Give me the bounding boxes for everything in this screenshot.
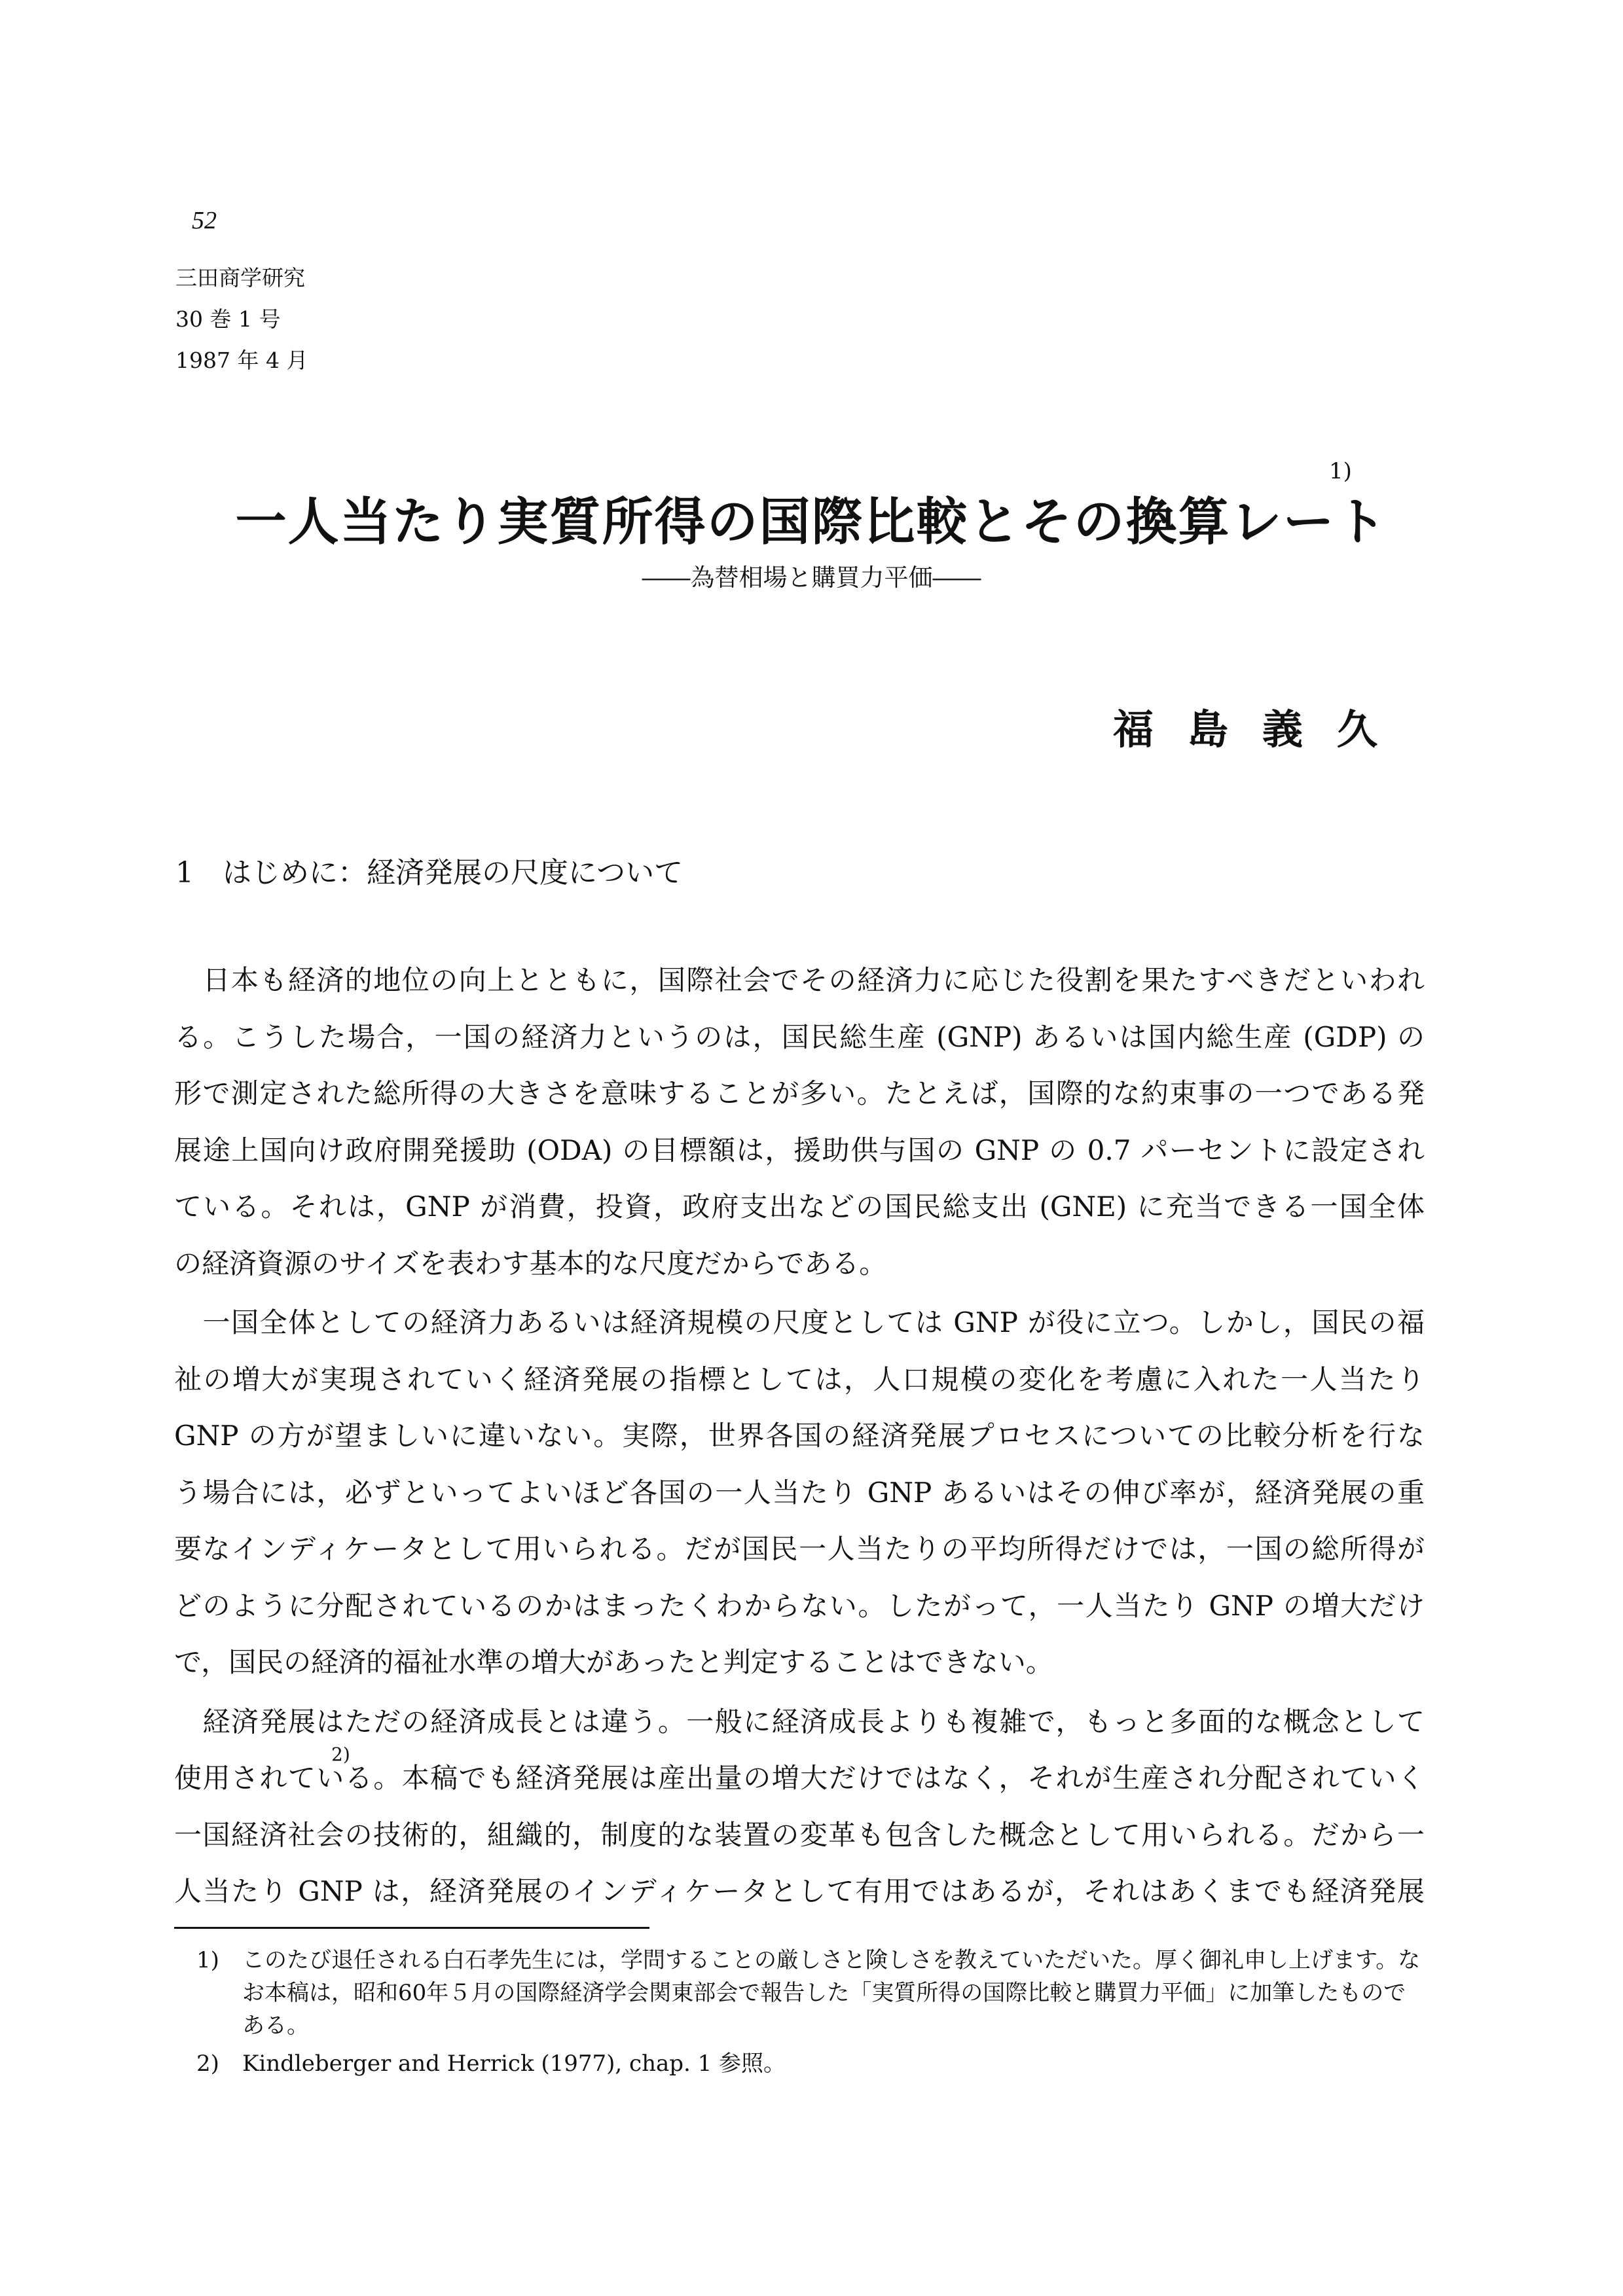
text-line: 使用されている。本稿でも経済発展は産出量の増大だけではなく，それが生産され分配されていく <box>174 1762 1425 1794</box>
footnote-item <box>196 1944 1427 2042</box>
text-line: 形で測定された総所得の大きさを意味することが多い。たとえば，国際的な約束事の一つである発 <box>174 1077 1425 1109</box>
text-line: 要なインディケータとして用いられる。だが国民一人当たりの平均所得だけでは，一国の総所得が <box>174 1533 1425 1565</box>
footnote-mark: 2) <box>196 2051 219 2077</box>
article-subtitle: ――為替相場と購買力平価―― <box>642 564 981 592</box>
paragraph <box>174 962 1425 1302</box>
text-line: 一国経済社会の技術的，組織的，制度的な装置の変革も包含した概念として用いられる。だから一 <box>174 1818 1425 1851</box>
text-line: 人当たり GNP は，経済発展のインディケータとして有用ではあるが，それはあくまでも経済発展 <box>174 1875 1425 1907</box>
section-number: 1 <box>175 856 194 889</box>
text-line: 経済発展はただの経済成長とは違う。一般に経済成長よりも複雑で，もっと多面的な概念として <box>174 1705 1425 1738</box>
text-line: う場合には，必ずといってよいほど各国の一人当たり GNP あるいはその伸び率が，経済発展の重 <box>174 1476 1425 1509</box>
volume-issue: 30 巻 1 号 <box>175 306 281 332</box>
footnote-ref: 2) <box>331 1744 350 1765</box>
section-title: はじめに：経済発展の尺度について <box>223 856 684 889</box>
text-line: ている。それは，GNP が消費，投資，政府支出などの国民総支出 (GNE) に充当できる一国全体 <box>174 1191 1425 1223</box>
body-text <box>174 962 1425 1930</box>
footnotes <box>196 1944 1427 2080</box>
text-line: の経済資源のサイズを表わす基本的な尺度だからである。 <box>174 1247 887 1280</box>
footnote-divider <box>174 1927 649 1929</box>
footnote-text: このたび退任される白石孝先生には，学問することの厳しさと険しさを教えていただいた。厚く御礼申し上げます。なお本稿は，昭和60年５月の国際経済学会関東部会で報告した「実質所得の国際比較と購買力平価」に加筆したものである。 <box>242 1947 1421 2039</box>
text-line-with-note <box>174 1744 1425 1817</box>
paragraph <box>174 1304 1425 1701</box>
text-line: 展途上国向け政府開発援助 (ODA) の目標額は，援助供与国の GNP の 0.7 パーセントに設定され <box>174 1134 1425 1166</box>
page-number: 52 <box>192 207 217 234</box>
article-title: 一人当たり実質所得の国際比較とその換算レート <box>235 492 1388 552</box>
footnote-item <box>196 2047 1427 2080</box>
title-footnote-ref: 1) <box>1329 458 1352 484</box>
text-line: で，国民の経済的福祉水準の増大があったと判定することはできない。 <box>174 1646 1053 1678</box>
publication-date: 1987 年 4 月 <box>175 348 308 373</box>
text-line: 祉の増大が実現されていく経済発展の指標としては，人口規模の変化を考慮に入れた一人当たり <box>174 1363 1425 1395</box>
text-line: る。こうした場合，一国の経済力というのは，国民総生産 (GNP) あるいは国内総生産 (GDP) の <box>174 1020 1425 1053</box>
paragraph <box>174 1704 1425 1930</box>
footnote-mark: 1) <box>196 1947 219 1973</box>
text-line: 日本も経済的地位の向上とともに，国際社会でその経済力に応じた役割を果たすべきだといわれ <box>174 964 1425 996</box>
journal-name: 三田商学研究 <box>175 265 305 291</box>
author-name: 福島義久 <box>1113 706 1412 753</box>
text-line: GNP の方が望ましいに違いない。実際，世界各国の経済発展プロセスについての比較分析を行な <box>174 1420 1425 1452</box>
text-line: どのように分配されているのかはまったくわからない。したがって，一人当たり GNP の増大だけ <box>174 1589 1425 1622</box>
text-line: 一国全体としての経済力あるいは経済規模の尺度としては GNP が役に立つ。しかし，国民の福 <box>174 1306 1425 1338</box>
footnote-text: Kindleberger and Herrick (1977), chap. 1 参照。 <box>242 2051 786 2077</box>
section-heading <box>175 849 683 891</box>
